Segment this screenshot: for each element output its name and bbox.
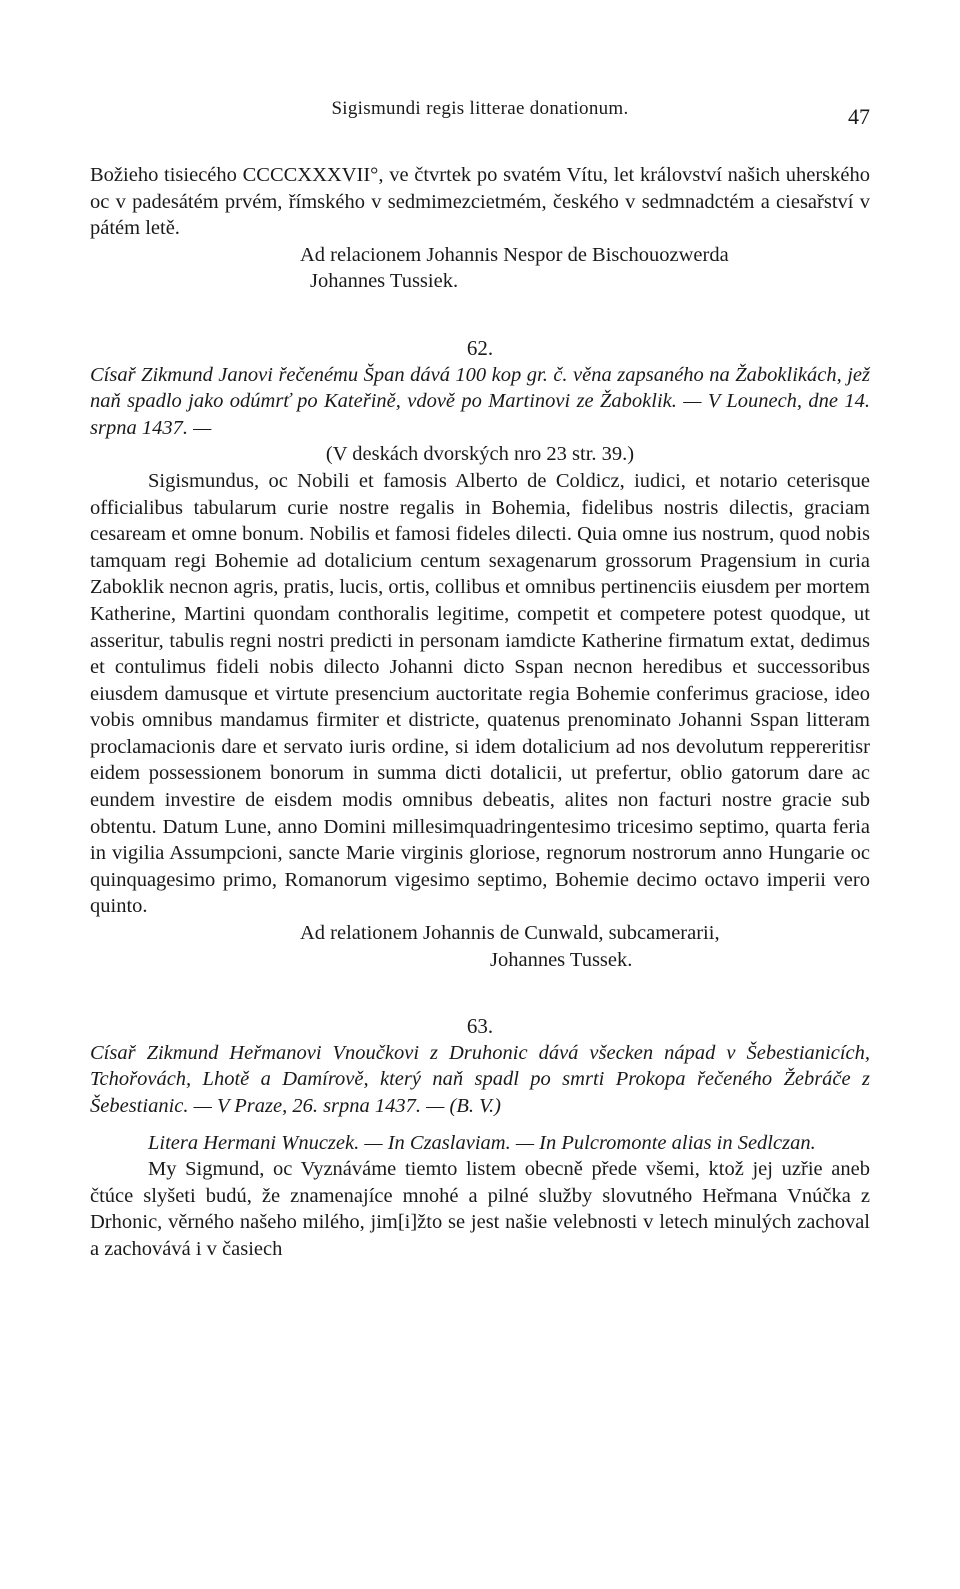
page-number: 47 — [848, 104, 870, 129]
doc63-heading: Císař Zikmund Heřmanovi Vnoučkovi z Druhonic dává všecken nápad v Šebestianicích, Tchořovách, Lhotě a Damírově, který naň spadl po smrti Prokopa řečeného Žebráče z Šebestianic. — V Praze, 26. srpna 1437. — (B. V.) — [90, 1041, 870, 1117]
intro-relation-line: Ad relacionem Johannis Nespor de Bischouozwerda — [300, 243, 729, 266]
intro-signatory: Johannes Tussiek. — [310, 270, 459, 293]
doc63-address: Litera Hermani Wnuczek. — In Czaslaviam. — In Pulcromonte alias in Sedlczan. — [148, 1131, 816, 1154]
page-header — [90, 98, 870, 132]
document-number-63: 63. — [466, 1014, 494, 1039]
doc62-signatory: Johannes Tussek. — [490, 948, 633, 971]
page-body — [90, 162, 870, 1263]
doc62-source: (V deskách dvorských nro 23 str. 39.) — [325, 443, 635, 466]
intro-dating-clause: Božieho tisiecého CCCCXXXVII°, ve čtvrtek po svatém Vítu, let království našich uherského oc v padesátém prvém, římského v sedmimezcietmém, českého v sedmnadctém a ciesařství v pátém letě. — [90, 164, 870, 240]
document-number-62: 62. — [466, 335, 494, 360]
doc62-relation-line: Ad relationem Johannis de Cunwald, subcamerarii, — [300, 922, 720, 945]
doc62-heading: Císař Zikmund Janovi řečenému Špan dává 100 kop gr. č. věna zapsaného na Žaboklikách, jež naň spadlo jako odúmrť po Kateřině, vdově po Martinovi ze Žaboklik. — V Lounech, dne 14. srpna 1437. — — [90, 363, 870, 439]
running-title: Sigismundi regis litterae donationum. — [331, 98, 629, 119]
doc63-body: My Sigmund, oc Vyznáváme tiemto listem obecně přede všemi, ktož jej uzřie aneb čtúce slyšeti budú, že znamenajíce mnohé a pilné služby slovutného Heřmana Vnúčka z Drhonic, věrného našeho milého, jim[i]žto se jest našie velebnosti v letech minulých zachoval a zachovává i v časiech — [90, 1158, 870, 1260]
doc62-body: Sigismundus, oc Nobili et famosis Alberto de Coldicz, iudici, et notario ceterisque officialibus tabularum curie nostre regalis in Bohemia, fidelibus nostris dilectis, graciam cesaream et omne bonum. Nobilis et famosi fideles dilecti. Quia omne ius nostrum, quod nobis tamquam regi Bohemie ad dotalicium centum sexagenarum grossorum Pragensium in curia Zaboklik necnon agris, pratis, lucis, ortis, collibus et omnibus pertinenciis eiusdem per mortem Katherine, Martini quondam conthoralis legitime, competit et competere potest quodque, ut asseritur, tabulis regni nostri predicti in personam iamdicte Katherine firmatum extat, dedimus et contulimus fideli nobis dilecto Johanni dicto Sspan necnon heredibus et successoribus eiusdem damusque et virtute presencium auctoritate regia Bohemie conferimus graciose, ideo vobis omnibus mandamus firmiter et districte, quatenus prenominato Johanni Sspan litteram proclamacionis dare et servato iuris ordine, si idem dotalicium ad nos devolutum reppereritisr eidem possessionem bonorum in summa dicti dotalicii, ut prefertur, oblio gatorum dare ac eundem investire de eisdem modis omnibus debeatis, alites non facturi nostre gracie sub obtentu. Datum Lune, anno Domini millesimquadringentesimo tricesimo septimo, quarta feria in vigilia Assumpcioni, sancte Marie virginis gloriose, regnorum nostrorum anno Hungarie oc quinquagesimo primo, Romanorum vigesimo septimo, Bohemie decimo octavo imperii vero quinto. — [90, 469, 870, 918]
